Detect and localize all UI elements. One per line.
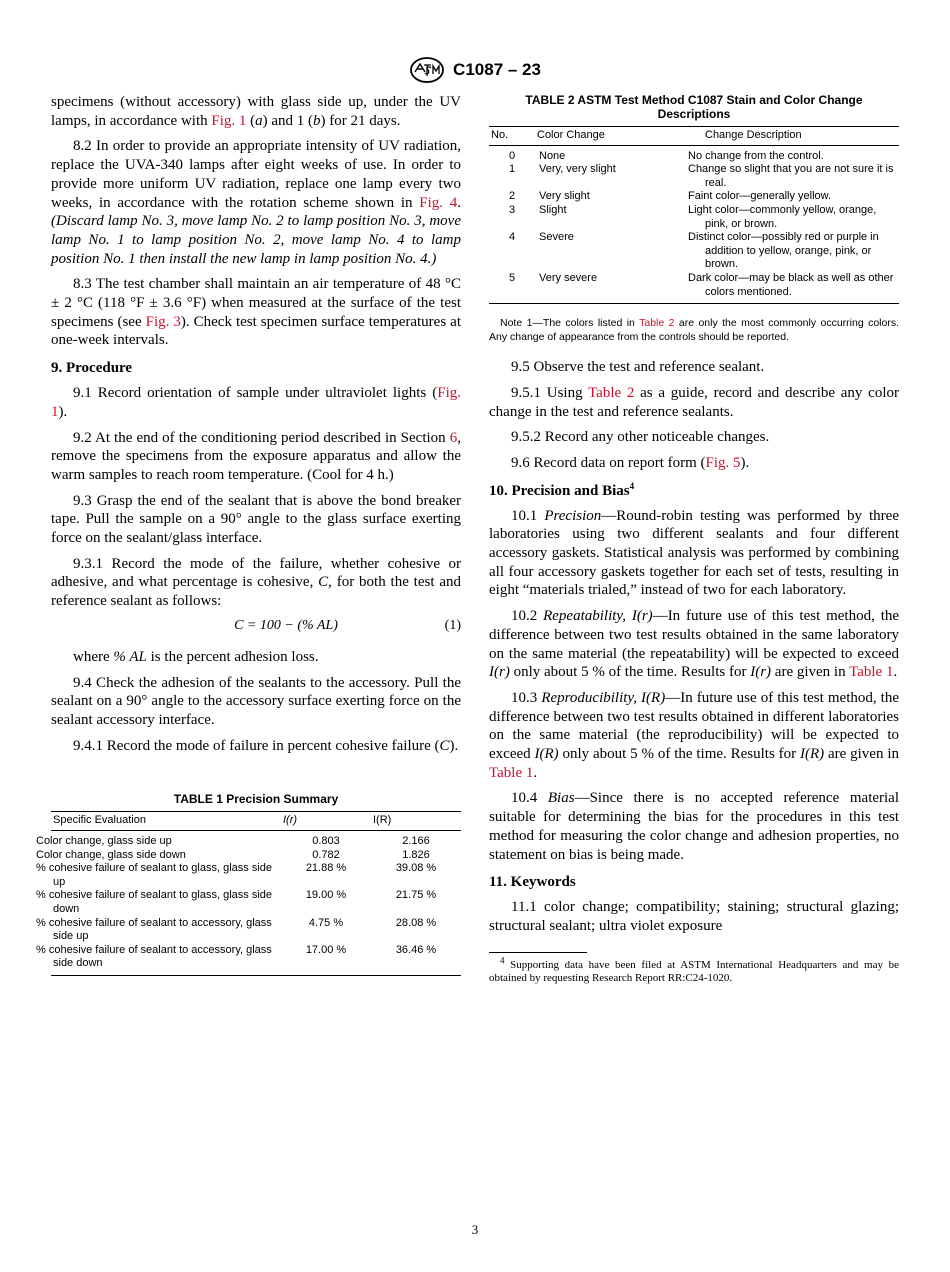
table-1-evaluation-cell: Color change, glass side up — [36, 834, 172, 847]
table-2-description-cell: Change so slight that you are not sure it is real. — [688, 163, 894, 189]
table-2-row — [489, 190, 899, 204]
left-column — [36, 93, 461, 976]
table-2-header: No. — [489, 127, 535, 146]
paragraph-9-4: 9.4 Check the adhesion of the sealants to the accessory. Pull the sealant on a 90° angle to the accessory surface exerting force on the sealant accessory interface. — [51, 674, 461, 728]
footnote-divider — [489, 952, 587, 953]
table-2 — [489, 126, 899, 304]
table-1-value-cell: 21.88 % — [305, 862, 347, 875]
table-1-row — [51, 830, 461, 848]
table-2-color-change-cell: Slight — [539, 203, 567, 216]
astm-logo-icon — [409, 56, 445, 84]
paragraph-10-1: 10.1 Precision—Round-robin testing was performed by three laboratories using two different sealants and four different accessory gaskets. Statistical analysis was performed by combining all four accessory gaskets together for each set of tests, resulting in eight “materials trialed,” instead of two for each laboratory. — [489, 507, 899, 599]
table-2-description-cell: No change from the control. — [688, 149, 824, 162]
paragraph-9-6: 9.6 Record data on report form (Fig. 5). — [511, 454, 750, 471]
paragraph-8-3: 8.3 The test chamber shall maintain an air temperature of 48 °C ± 2 °C (118 °F ± 3.6 °F) when measured at the surface of the test specimens (see Fig. 3). Check test specimen surface temperatures at one-week intervals. — [51, 276, 461, 349]
table-1-evaluation-cell: % cohesive failure of sealant to accessory, glass side down — [51, 944, 281, 976]
section-9-heading: 9. Procedure — [51, 360, 133, 377]
paragraph-10-2: 10.2 Repeatability, I(r)—In future use of this test method, the difference between two test results obtained in the same laboratory on the same material (the repeatability) will be expected to exceed I(r) only about 5 % of the time. Results for I(r) are given in Table 1. — [489, 608, 900, 681]
table-1-title: TABLE 1 Precision Summary — [173, 792, 339, 807]
table-1-row — [51, 944, 461, 976]
table-1-value-cell: 4.75 % — [308, 916, 344, 929]
table-1-value-cell: 39.08 % — [395, 862, 437, 875]
note-1: Note 1—The colors listed in Table 2 are only the most commonly occurring colors. Any change of appearance from the controls should be reported. — [489, 317, 900, 344]
table-1-value-cell: 19.00 % — [305, 889, 347, 902]
table-1-link[interactable]: Table 1 — [849, 664, 894, 681]
fig-3-link[interactable]: Fig. 3 — [145, 313, 181, 330]
table-2-row — [489, 145, 899, 163]
table-2-color-change-cell: Very, very slight — [539, 163, 616, 176]
right-column — [489, 93, 899, 986]
page-header — [0, 56, 950, 84]
table-1 — [36, 811, 461, 976]
section-11-heading: 11. Keywords — [489, 874, 576, 891]
footnote-4: $^4$ Supporting data have been filed at ASTM International Headquarters and may be obtained by requesting Research Report RR:C24-1020. — [489, 955, 899, 985]
equation-1 — [51, 618, 461, 640]
table-1-value-cell: 36.46 % — [371, 944, 461, 976]
table-2-header: Color Change — [535, 127, 703, 146]
table-1-evaluation-cell: % cohesive failure of sealant to glass, glass side up — [36, 862, 273, 888]
paragraph-9-2: 9.2 At the end of the conditioning period described in Section 6, remove the specimens from the exposure apparatus and allow the warm samples to reach room temperature. (Cool for 4 h.) — [51, 429, 461, 483]
table-1-value-cell: 17.00 % — [281, 944, 371, 976]
paragraph-9-5-1: 9.5.1 Using Table 2 as a guide, record and describe any color change in the test and reference sealants. — [489, 384, 899, 420]
table-1-row — [51, 862, 461, 889]
paragraph-10-4: 10.4 Bias—Since there is no accepted reference material suitable for determining the bias for the procedures in this test method for measuring the color change and adhesion properties, no statement on bias is being made. — [489, 790, 900, 863]
table-2-title: TABLE 2 ASTM Test Method C1087 Stain and Color Change Descriptions — [525, 93, 863, 121]
fig-1-link[interactable]: Fig. 1 — [51, 385, 461, 420]
table-1-evaluation-cell: % cohesive failure of sealant to accessory, glass side up — [36, 916, 272, 943]
paragraph-11-1: 11.1 color change; compatibility; staining; structural glazing; structural sealant; ultra violet exposure — [489, 899, 899, 934]
table-2-row — [489, 163, 899, 190]
table-2-description-cell: Distinct color—possibly red or purple in addition to yellow, orange, pink, or brown. — [688, 231, 879, 271]
fig-4-link[interactable]: Fig. 4 — [419, 194, 458, 211]
table-1-row — [51, 917, 461, 944]
table-2-link[interactable]: Table 2 — [588, 384, 635, 401]
table-1-header: Specific Evaluation — [51, 812, 281, 831]
equation-number: (1) — [444, 617, 461, 633]
table-2-link[interactable]: Table 2 — [639, 317, 675, 330]
table-2-color-change-cell: Very slight — [539, 190, 590, 203]
table-1-evaluation-cell: % cohesive failure of sealant to glass, glass side down — [36, 889, 273, 915]
table-2-color-change-cell: Very severe — [535, 272, 703, 304]
table-2-description-cell: Light color—commonly yellow, orange, pink, or brown. — [688, 203, 877, 230]
table-1-row — [51, 849, 461, 863]
table-2-row — [489, 272, 899, 304]
table-1-row — [51, 889, 461, 916]
paragraph-9-3: 9.3 Grasp the end of the sealant that is above the bond breaker tape. Pull the sample on a 90° angle to the glass surface exerting force on the sealant/glass interface. — [51, 492, 461, 547]
paragraph-9-5: 9.5 Observe the test and reference sealant. — [511, 359, 765, 376]
paragraph-10-3: 10.3 Reproducibility, I(R)—In future use of this test method, the difference between two test results obtained in different laboratories on the same material (the reproducibility) will be expected to exceed I(R) only about 5 % of the time. Results for I(R) are given in Table 1. — [489, 689, 899, 781]
table-2-description-cell: Dark color—may be black as well as other colors mentioned. — [703, 272, 899, 304]
table-1-evaluation-cell: Color change, glass side down — [36, 848, 186, 861]
table-2-description-cell: Faint color—generally yellow. — [688, 190, 832, 203]
paragraph-9-1: 9.1 Record orientation of sample under ultraviolet lights (Fig. 1). — [51, 385, 461, 420]
paragraph-9-5-2: 9.5.2 Record any other noticeable changes. — [511, 429, 770, 446]
table-2-number-cell: 1 — [508, 163, 516, 176]
equation-where: where % AL is the percent adhesion loss. — [73, 648, 319, 665]
fig-5-link[interactable]: Fig. 5 — [705, 454, 741, 471]
table-2-number-cell: 2 — [508, 190, 516, 203]
table-1-link[interactable]: Table 1 — [489, 764, 534, 781]
page-number: 3 — [471, 1222, 479, 1237]
standard-designation: C1087 – 23 — [453, 60, 541, 79]
table-2-color-change-cell: None — [539, 149, 566, 162]
table-1-value-cell: 1.826 — [402, 848, 430, 861]
table-2-number-cell: 5 — [489, 272, 535, 304]
table-2-header: Change Description — [703, 127, 899, 146]
table-1-value-cell: 0.782 — [312, 848, 340, 861]
section-6-link[interactable]: 6 — [449, 429, 458, 446]
table-1-value-cell: 0.803 — [312, 834, 340, 847]
table-2-number-cell: 0 — [508, 149, 516, 162]
table-2-number-cell: 3 — [508, 203, 516, 216]
table-2-row — [489, 204, 899, 231]
table-2-number-cell: 4 — [508, 231, 516, 244]
table-1-header: I(R) — [371, 812, 461, 831]
equation-body: C = 100 − (% AL) — [234, 617, 338, 633]
table-1-value-cell: 28.08 % — [395, 916, 437, 929]
fig-1-link[interactable]: Fig. 1 — [211, 112, 247, 129]
paragraph-9-4-1: 9.4.1 Record the mode of failure in percent cohesive failure (C). — [73, 737, 459, 754]
table-2-row — [489, 231, 899, 272]
footnote-marker[interactable]: 4 — [629, 480, 635, 491]
paragraph-9-3-1: 9.3.1 Record the mode of the failure, whether cohesive or adhesive, and what percentage is cohesive, C, for both the test and reference sealant as follows: — [51, 555, 461, 610]
paragraph-8-1-continued: specimens (without accessory) with glass side up, under the UV lamps, in accordance with Fig. 1 (a) and 1 (b) for 21 days. — [51, 94, 461, 129]
section-10-heading: 10. Precision and Bias$^4$ — [489, 480, 635, 499]
paragraph-8-2: 8.2 In order to provide an appropriate intensity of UV radiation, replace the UVA-340 lamps after eight weeks of use. In order to provide more uniform UV radiation, replace one lamp every two weeks, in accordance with the rotation scheme shown in Fig. 4. (Discard lamp No. 3, move lamp No. 2 to lamp position No. 3, move lamp No. 1 to lamp position No. 2, move lamp No. 4 to lamp position No. 1 then install the new lamp in lamp position No. 4.) — [51, 138, 461, 267]
table-1-value-cell: 21.75 % — [395, 889, 437, 902]
table-1-header: I(r) — [281, 812, 371, 831]
table-1-value-cell: 2.166 — [402, 834, 430, 847]
table-2-color-change-cell: Severe — [539, 231, 574, 244]
